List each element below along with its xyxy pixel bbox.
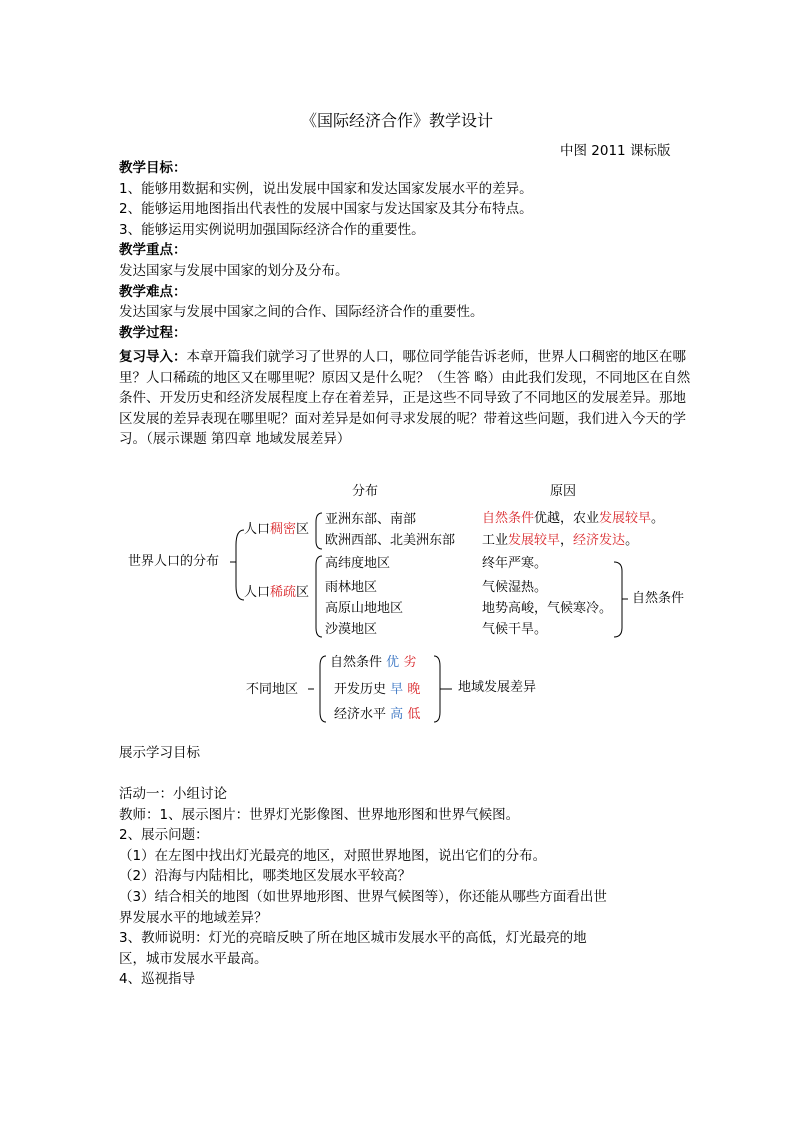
result-label: 地域发展差异: [458, 680, 537, 695]
sparse-region-label: 人口稀疏区: [244, 585, 310, 600]
different-regions-label: 不同地区: [246, 682, 299, 697]
sparse-area: 高原山地地区: [325, 601, 404, 616]
sparse-reason: 终年严寒。: [482, 556, 548, 571]
key-heading: 教学重点：: [119, 242, 187, 259]
activity-line: 3、教师说明：灯光的亮暗反映了所在地区城市发展水平的高低，灯光最亮的地区，城市发展水平最高。: [119, 930, 587, 967]
show-goal-line: 展示学习目标: [119, 745, 200, 761]
natural-condition-label: 自然条件: [632, 591, 685, 606]
review-text: 本章开篇我们就学习了世界的人口，哪位同学能告诉老师，世界人口稠密的地区在哪里？人口稀疏的地区又在哪里呢？原因又是什么呢？（生答 略）由此我们发现，不同地区在自然条件、开发历史和经济发展程度上存在着差异，正是这些不同导致了不同地区的发展差异。那地区发展的差异表现在哪里呢？面对差异是如何寻求发展的呢？带着这些问题，我们进入今天的学习。（展示课题 第四章 地域发展差异）: [119, 349, 691, 448]
column-distribution: 分布: [352, 484, 379, 499]
goal-heading: 教学目标：: [119, 160, 187, 176]
activity-line: 4、巡视指导: [119, 971, 196, 988]
sparse-reason: 气候干旱。: [482, 622, 548, 637]
diagram-root: 世界人口的分布: [128, 554, 220, 569]
dense-reason: 自然条件优越，农业发展较早。: [482, 511, 665, 526]
sparse-area: 沙漠地区: [325, 622, 378, 637]
key-text: 发达国家与发展中国家的划分及分布。: [119, 262, 349, 279]
sparse-area: 高纬度地区: [325, 556, 391, 571]
factor-row: 自然条件 优 劣: [330, 655, 417, 670]
edition-label: 中图 2011 课标版: [560, 143, 671, 159]
sparse-area: 雨林地区: [325, 580, 378, 595]
activity-section: [119, 784, 609, 990]
activity-line: （2）沿海与内陆相比，哪类地区发展水平较高？: [119, 868, 412, 885]
goal-item: 3、能够运用实例说明加强国际经济合作的重要性。: [119, 221, 425, 238]
sparse-reason: 气候湿热。: [482, 580, 548, 595]
activity-line: （3）结合相关的地图（如世界地形图、世界气候图等），你还能从哪些方面看出世界发展水平的地域差异？: [119, 888, 607, 926]
dense-region-label: 人口稠密区: [244, 522, 310, 537]
activity-line: 2、展示问题：: [119, 827, 209, 844]
factor-row: 开发历史 早 晚: [334, 682, 421, 697]
activity-line: 教师：1、展示图片：世界灯光影像图、世界地形图和世界气候图。: [119, 806, 520, 823]
goal-item: 1、能够用数据和实例，说出发展中国家和发达国家发展水平的差异。: [119, 180, 533, 197]
difficulty-text: 发达国家与发展中国家之间的合作、国际经济合作的重要性。: [119, 304, 484, 321]
review-label: 复习导入：: [119, 349, 187, 365]
goal-item: 2、能够运用地图指出代表性的发展中国家与发达国家及其分布特点。: [119, 201, 533, 218]
sparse-reason: 地势高峻，气候寒冷。: [482, 601, 613, 616]
activity-heading: 活动一：小组讨论: [119, 786, 227, 802]
dense-area: 亚洲东部、南部: [325, 512, 417, 527]
factor-row: 经济水平 高 低: [334, 707, 421, 722]
document-title: 《国际经济合作》教学设计: [300, 111, 493, 130]
process-heading: 教学过程：: [119, 324, 187, 341]
difficulty-heading: 教学难点：: [119, 283, 187, 300]
dense-reason: 工业发展较早，经济发达。: [482, 533, 639, 548]
column-reason: 原因: [550, 484, 577, 499]
activity-line: （1）在左图中找出灯光最亮的地区，对照世界地图，说出它们的分布。: [119, 847, 547, 864]
dense-area: 欧洲西部、北美洲东部: [325, 533, 456, 548]
